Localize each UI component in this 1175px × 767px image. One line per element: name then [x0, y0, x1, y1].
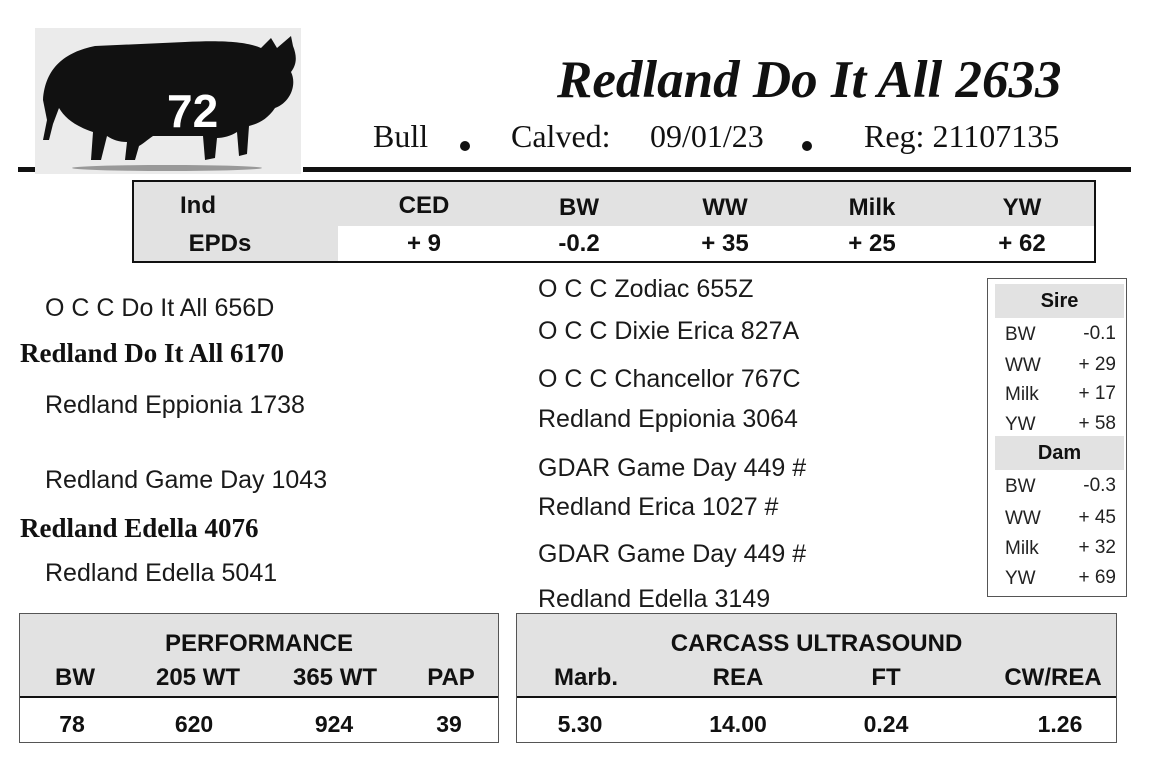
- sire-epd-header: Sire: [995, 284, 1124, 318]
- performance-box: [19, 613, 499, 743]
- carcass-value: 14.00: [709, 711, 767, 737]
- sire-epd-trait: Milk: [1005, 384, 1039, 405]
- epd-value: -0.2: [558, 230, 600, 257]
- dam-epd-value: + 32: [1078, 537, 1116, 558]
- pedigree-sire: Redland Do It All 6170: [20, 338, 285, 368]
- epd-col-label: WW: [702, 194, 748, 221]
- pedigree-great-grandparent: O C C Chancellor 767C: [538, 365, 801, 393]
- pedigree-great-grandparent: Redland Erica 1027 #: [538, 493, 779, 521]
- carcass-value: 5.30: [557, 711, 603, 737]
- carcass-title: CARCASS ULTRASOUND: [670, 630, 963, 657]
- epd-table: [132, 180, 1096, 263]
- carcass-col-label: CW/REA: [1004, 664, 1102, 691]
- sire-epd-value: + 58: [1078, 413, 1116, 434]
- pedigree-great-grandparent: O C C Dixie Erica 827A: [538, 317, 800, 345]
- epd-epds-label: EPDs: [188, 230, 252, 257]
- performance-value: 620: [174, 711, 214, 737]
- performance-col-label: PAP: [427, 664, 475, 691]
- dam-epd-value: + 45: [1078, 507, 1116, 528]
- epd-col-label: BW: [559, 194, 599, 221]
- carcass-ultrasound-box: [516, 613, 1117, 743]
- carcass-divider: [517, 696, 1116, 698]
- carcass-col-label: REA: [712, 664, 764, 691]
- header-rule-left: [18, 167, 35, 172]
- pedigree-great-grandparent: Redland Edella 3149: [538, 585, 771, 613]
- performance-title: PERFORMANCE: [164, 630, 353, 657]
- calved-label: Calved:: [511, 118, 611, 154]
- registration-number: Reg: 21107135: [864, 118, 1060, 154]
- pedigree-sire-dam: Redland Eppionia 1738: [45, 391, 305, 419]
- epd-value: + 25: [848, 230, 896, 257]
- lot-number: 72: [167, 85, 219, 137]
- pedigree-dam-dam: Redland Edella 5041: [45, 559, 278, 587]
- performance-col-label: 205 WT: [155, 664, 241, 691]
- pedigree-dam-sire: Redland Game Day 1043: [45, 466, 328, 494]
- sire-epd-trait: WW: [1005, 355, 1041, 376]
- carcass-value: 0.24: [863, 711, 909, 737]
- epd-header-band: [134, 182, 1094, 226]
- epd-value: + 9: [406, 230, 442, 257]
- pedigree-sire-sire: O C C Do It All 656D: [45, 294, 275, 322]
- sire-epd-value: + 17: [1078, 383, 1116, 404]
- sire-epd-value: + 29: [1078, 354, 1116, 375]
- separator-dot: [802, 141, 812, 151]
- epd-ind-label: Ind: [180, 192, 216, 219]
- sex-label: Bull: [373, 118, 429, 154]
- pedigree-great-grandparent: Redland Eppionia 3064: [538, 405, 798, 433]
- pedigree-great-grandparent: GDAR Game Day 449 #: [538, 454, 807, 482]
- dam-epd-trait: Milk: [1005, 538, 1039, 559]
- epd-value: + 62: [998, 230, 1046, 257]
- header-rule: [303, 167, 1131, 172]
- performance-col-label: BW: [55, 664, 95, 691]
- sire-epd-trait: BW: [1005, 324, 1036, 345]
- epd-col-label: Milk: [848, 194, 896, 221]
- epd-col-label: CED: [398, 192, 450, 219]
- separator-dot: [460, 141, 470, 151]
- sire-epd-value: -0.1: [1083, 323, 1116, 344]
- parent-epd-box: [987, 278, 1127, 597]
- dam-epd-trait: WW: [1005, 508, 1041, 529]
- sire-epd-trait: YW: [1005, 414, 1036, 435]
- performance-value: 78: [59, 711, 85, 737]
- carcass-value: 1.26: [1037, 711, 1083, 737]
- carcass-col-label: Marb.: [553, 664, 619, 691]
- dam-epd-header: Dam: [995, 436, 1124, 470]
- epd-value: + 35: [701, 230, 749, 257]
- dam-epd-value: + 69: [1078, 567, 1116, 588]
- performance-value: 924: [314, 711, 354, 737]
- pedigree-great-grandparent: GDAR Game Day 449 #: [538, 540, 807, 568]
- calved-date: 09/01/23: [650, 118, 764, 154]
- bull-logo: [35, 28, 301, 174]
- dam-epd-trait: BW: [1005, 476, 1036, 497]
- dam-epd-trait: YW: [1005, 568, 1036, 589]
- animal-name: Redland Do It All 2633: [557, 51, 1062, 109]
- epd-col-label: YW: [1002, 194, 1042, 221]
- performance-value: 39: [436, 711, 462, 737]
- pedigree-dam: Redland Edella 4076: [20, 513, 259, 543]
- pedigree-great-grandparent: O C C Zodiac 655Z: [538, 275, 754, 303]
- dam-epd-value: -0.3: [1083, 475, 1116, 496]
- carcass-col-label: FT: [871, 664, 901, 691]
- performance-divider: [20, 696, 498, 698]
- performance-col-label: 365 WT: [292, 664, 378, 691]
